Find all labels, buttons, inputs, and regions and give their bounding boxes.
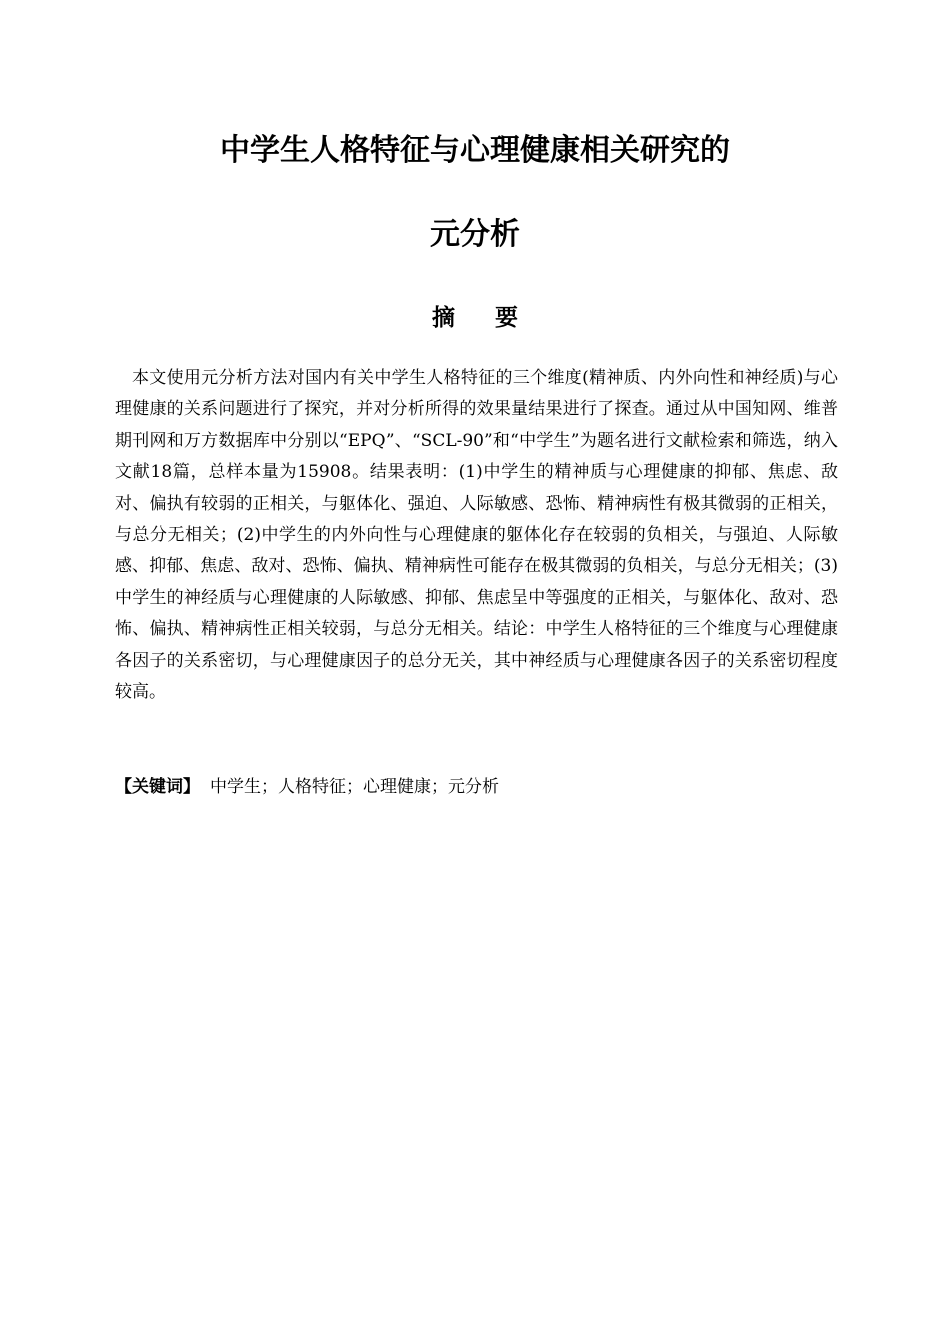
title-line-2: 元分析 (430, 217, 520, 252)
abstract-paragraph: 本文使用元分析方法对国内有关中学生人格特征的三个维度(精神质、内外向性和神经质)与心理健康的关系问题进行了探究，并对分析所得的效果量结果进行了探查。通过从中国知网、维普期刊网和万方数据库中分别以“EPQ”、“SCL-90”和“中学生”为题名进行文献检索和筛选，纳入文献18篇，总样本量为15908。结果表明：(1)中学生的精神质与心理健康的抑郁、焦虑、敌对、偏执有较弱的正相关，与躯体化、强迫、人际敏感、恐怖、精神病性有极其微弱的正相关，与总分无相关；(2)中学生的内外向性与心理健康的躯体化存在较弱的负相关，与强迫、人际敏感、抑郁、焦虑、敌对、恐怖、偏执、精神病性可能存在极其微弱的负相关，与总分无相关；(3)中学生的神经质与心理健康的人际敏感、抑郁、焦虑呈中等强度的正相关，与躯体化、敌对、恐怖、偏执、精神病性正相关较弱，与总分无相关。结论：中学生人格特征的三个维度与心理健康各因子的关系密切，与心理健康因子的总分无关，其中神经质与心理健康各因子的关系密切程度较高。 (115, 368, 838, 703)
keywords-line (115, 772, 838, 803)
title-line-1: 中学生人格特征与心理健康相关研究的 (220, 133, 730, 168)
abstract-heading: 摘要 (432, 305, 558, 331)
keywords-label: 【关键词】 (115, 777, 200, 797)
keywords-list: 中学生；人格特征；心理健康；元分析 (210, 777, 499, 797)
